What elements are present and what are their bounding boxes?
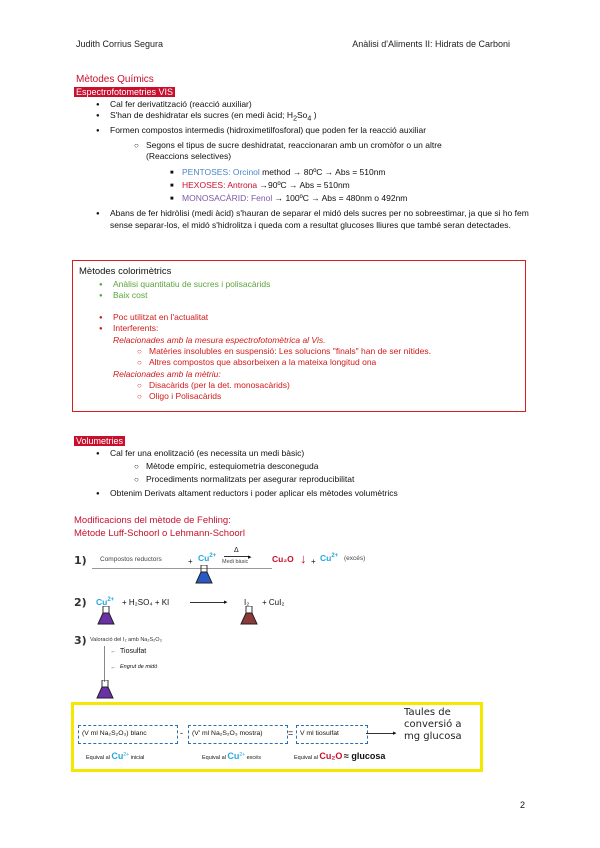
flask-icon <box>195 565 213 585</box>
colorimetrics-green-list <box>113 279 513 301</box>
highlight-volumetries: Volumetries <box>76 436 124 446</box>
list-item: ○ Disacàrids (per la det. monosacàrids) <box>149 380 519 391</box>
step1-cu2o: Cu₂O <box>272 554 294 564</box>
list-item: ● Interferents: <box>113 323 513 334</box>
arrow-right-icon: ▸ <box>393 730 397 737</box>
eq2-text: (V' ml Na₂S₂O₃ mostra) <box>192 730 263 737</box>
taules-text: Taules de conversió a mg glucosa <box>404 707 462 742</box>
arrow-right-icon: ▸ <box>224 599 228 606</box>
section-subtitle-espectro <box>74 87 175 97</box>
espectro-label: Relacionades amb la mesura espectrofotomètrica al Vis. <box>113 335 326 345</box>
list-item: ● Cal fer una enolització (es necessita un medi bàsic) <box>110 448 530 459</box>
espectro-list <box>149 346 519 368</box>
step1-cu2: $Cu^{2+}$ <box>320 553 339 563</box>
fehling-title: Modificacions del mètode de Fehling: <box>74 515 231 526</box>
fehling-subtitle: Mètode Luff-Schoorl o Lehmann-Schoorl <box>74 528 245 539</box>
metriu-list <box>149 380 519 402</box>
eq1-box <box>78 725 178 744</box>
step1-medi: Medi bàsic <box>222 559 249 565</box>
arrow-right-icon: ▸ <box>248 554 252 561</box>
box-arrow <box>366 733 394 734</box>
step1-number: 1) <box>74 554 87 567</box>
square-list <box>182 167 522 204</box>
colorimetrics-title: Mètodes colorimètrics <box>79 266 172 277</box>
eq3-box <box>296 725 368 744</box>
list-item: ■ MONOSACÀRID: Fenol → 100ºC → Abs = 480nm o 492nm <box>182 193 522 204</box>
last-bullet: ● Abans de fer hidròlisi (medi àcid) s'hauran de separar el midó dels sucres per no sobreestimar, ja que si ho fem sense separar-los, el midó s'hidrolitza i queda com a resultat glucoses lliures que també seran detectades. <box>110 207 530 231</box>
list-item-note: (Reaccions selectives) <box>146 151 232 161</box>
step2-i2: I₂ <box>244 598 250 607</box>
step1-arrow <box>224 556 250 557</box>
list-item: ○ Procediments normalitzats per asegurar reproducibilitat <box>146 474 526 485</box>
arrow-down-icon: ↓ <box>300 551 307 566</box>
flask-icon <box>240 606 258 626</box>
flask-icon <box>97 606 115 626</box>
highlight-espectro: Espectrofotometries VIS <box>76 87 174 97</box>
burette-line <box>104 646 105 682</box>
step2-arrow <box>190 602 226 603</box>
header-author: Judith Corrius Segura <box>76 39 164 49</box>
equals-sign: = <box>288 728 294 738</box>
step1-reducers: Compostos reductors <box>100 556 162 563</box>
eq2-box <box>188 725 288 744</box>
eqv1: Equival al $Cu^{2+}$ inicial <box>86 751 145 761</box>
volumetries-sub-list <box>146 461 526 485</box>
yellow-summary-box <box>71 702 483 772</box>
step3-tiosulfat: Tiosulfat <box>120 648 147 655</box>
list-item: ○ Matèries insolubles en suspensió: Les solucions "finals" han de ser nítides. <box>149 346 519 357</box>
eqv2: Equival al $Cu^{2+}$ excés <box>202 751 261 761</box>
list-item: ○ Oligo i Polisacàrids <box>149 391 519 402</box>
list-item: ○ Mètode empíric, estequiometria desconeguda <box>146 461 526 472</box>
list-item: ● Cal fer derivatització (reacció auxiliar) <box>110 99 530 110</box>
step2-reagents: + H₂SO₄ + KI <box>122 598 170 607</box>
page-number: 2 <box>519 800 525 810</box>
header-course: Anàlisi d'Aliments II: Hidrats de Carboni <box>352 39 510 49</box>
eqv3: Equival al Cu₂O ≈ glucosa <box>294 751 386 761</box>
minus-sign: - <box>180 728 183 738</box>
arrow-left-icon: ← <box>110 664 117 671</box>
arrow-left-icon: ← <box>110 648 117 655</box>
colorimetrics-red-list <box>113 312 513 334</box>
list-item: ■ HEXOSES: Antrona →90ºC → Abs = 510nm <box>182 180 522 191</box>
volumetries-list-2 <box>110 488 530 499</box>
list-item: ○ Segons el tipus de sucre deshidratat, reaccionaran amb un cromòfor o un altre <box>146 140 526 151</box>
list-item: ■ PENTOSES: Orcinol method → 80ºC → Abs = 510nm <box>182 167 522 178</box>
list-item: ● Formen compostos intermedis (hidroximetilfosforal) que poden fer la reacció auxiliar <box>110 125 530 136</box>
sub-bullet-block <box>146 140 526 162</box>
step2-cu: $Cu^{2+}$ <box>96 597 115 607</box>
step3-engrut: Engrut de midó <box>120 664 158 670</box>
section-title-metodes-quimics: Mètodes Químics <box>76 74 154 85</box>
step2-cui2: + CuI₂ <box>262 598 285 607</box>
flask-icon <box>96 680 114 700</box>
metriu-label: Relacionades amb la mètriu: <box>113 369 221 379</box>
eq3-text: V ml tiosulfat <box>300 730 339 737</box>
step3-number: 3) <box>74 634 87 647</box>
list-item: ● S'han de deshidratar els sucres (en medi àcid; $H_2So_4$ ) <box>110 110 530 125</box>
volumetries-list <box>110 448 530 459</box>
step3-label: Valoració del I₂ amb Na₂S₂O₃ <box>90 637 162 643</box>
step1-plus: + <box>188 557 193 566</box>
section-title-volumetries <box>74 436 125 446</box>
eq1-text: (V ml Na₂S₂O₃) blanc <box>82 730 147 737</box>
step1-exces: (excés) <box>344 555 366 562</box>
list-item: ● Obtenim Derivats altament reductors i poder aplicar els mètodes volumètrics <box>110 488 530 499</box>
metodes-quimics-list <box>110 99 530 136</box>
step2-number: 2) <box>74 596 87 609</box>
step1-cu: $Cu^{2+}$ <box>198 553 217 563</box>
list-item: ● Anàlisi quantitatiu de sucres i polisacàrids <box>113 279 513 290</box>
list-item: ● Poc utilitzat en l'actualitat <box>113 312 513 323</box>
colorimetrics-box <box>72 260 526 412</box>
list-item: ● Baix cost <box>113 290 513 301</box>
step1-plus2: + <box>311 557 316 566</box>
step1-delta: Δ <box>234 547 239 554</box>
list-item: ○ Altres compostos que absorbeixen a la mateixa longitud ona <box>149 357 519 368</box>
